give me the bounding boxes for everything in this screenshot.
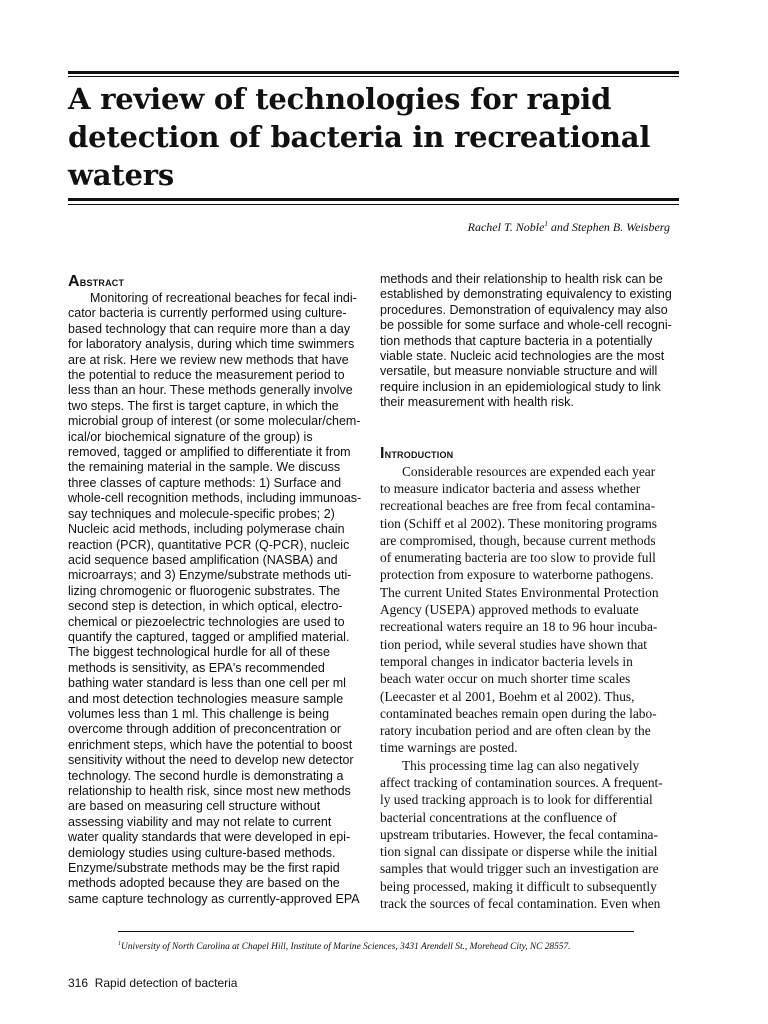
introduction-heading-rest: ntroduction (384, 445, 454, 461)
introduction-text-line: Considerable resources are expended each year (402, 463, 656, 479)
abstract-heading (68, 272, 373, 291)
abstract-text-line: microarrays; and 3) Enzyme/substrate methods uti- (68, 568, 352, 583)
page-number: 316 (68, 976, 89, 990)
introduction-text-line: to measure indicator bacteria and assess whether (380, 480, 641, 496)
abstract-text-line: three classes of capture methods: 1) Surface and (68, 475, 342, 490)
abstract-continued-text-line: be possible for some surface and whole-cell recogni- (380, 318, 672, 333)
abstract-continued-text-line: established by demonstrating equivalency to existing (380, 287, 672, 302)
abstract-text-line: Enzyme/substrate methods may be the first rapid (68, 861, 340, 876)
introduction-heading-initial: I (380, 444, 385, 462)
abstract-text-line: chemical or piezoelectric technologies are used to (68, 614, 345, 629)
abstract-continued-paragraph (380, 272, 685, 411)
abstract-text-line: are based on measuring cell structure without (68, 799, 321, 814)
introduction-heading (380, 444, 685, 463)
introduction-text-line: track the sources of fecal contamination. Even when (380, 896, 661, 912)
author-second: Stephen B. Weisberg (571, 220, 670, 234)
abstract-text-line: volumes less than 1 ml. This challenge is being (68, 706, 330, 721)
abstract-text-line: Nucleic acid methods, including polymerase chain (68, 522, 345, 537)
abstract-text-line: quantify the captured, tagged or amplified material. (68, 629, 350, 644)
introduction-text-line: time warnings are posted. (380, 740, 518, 756)
abstract-text-line: reaction (PCR), quantitative PCR (Q-PCR), nucleic (68, 537, 350, 552)
introduction-text-line: Agency (USEPA) approved methods to evaluate (380, 602, 639, 618)
introduction-text-line: samples that would trigger such an investigation are (380, 861, 659, 877)
article-title: A review of technologies for rapid detection of bacteria in recreational waters (68, 82, 651, 192)
introduction-text-line: ratory incubation period and are often clean by the (380, 723, 651, 739)
abstract-heading-rest: bstract (79, 274, 125, 289)
introduction-text-line: recreational beaches are free from fecal contamina- (380, 498, 656, 514)
abstract-text-line: and most detection technologies measure sample (68, 691, 344, 706)
introduction-text-line: contaminated beaches remain open during the labo- (380, 705, 657, 721)
abstract-text-line: same capture technology as currently-approved EPA (68, 891, 360, 906)
introduction-paragraph-1 (380, 463, 685, 757)
author-first: Rachel T. Noble (467, 220, 545, 234)
abstract-text-line: demiology studies using culture-based methods. (68, 845, 336, 860)
running-title: Rapid detection of bacteria (94, 976, 238, 990)
introduction-text-line: (Leecaster et al 2001, Boehm et al 2002). Thus, (380, 688, 635, 704)
introduction-text-line: tion (Schiff et al 2002). These monitoring programs (380, 515, 657, 531)
abstract-text-line: lizing chromogenic or fluorogenic substrates. The (68, 583, 341, 598)
abstract-text-line: technology. The second hurdle is demonstrating a (68, 768, 344, 783)
introduction-text-line: recreational waters require an 18 to 96 hour incuba- (380, 619, 658, 635)
abstract-continued-text-line: their measurement with health risk. (380, 395, 574, 410)
abstract-text-line: The biggest technological hurdle for all of these (68, 645, 330, 660)
abstract-text-line: acid sequence based amplification (NASBA) and (68, 552, 338, 567)
abstract-text-line: less than an hour. These methods generally involve (68, 383, 353, 398)
abstract-continued-text-line: versatile, but measure nonviable structure and will (380, 364, 658, 379)
title-rule-thin (68, 204, 679, 205)
introduction-text-line: The current United States Environmental Protection (380, 584, 659, 600)
author-line (468, 220, 670, 235)
abstract-text-line: for laboratory analysis, during which time swimmers (68, 337, 355, 352)
abstract-continued-text-line: tion methods that capture bacteria in a potentially (380, 333, 653, 348)
introduction-text-line: temporal changes in indicator bacteria levels in (380, 653, 633, 669)
abstract-text-line: ical/or biochemical signature of the group) is (68, 429, 313, 444)
affiliation-footnote (118, 941, 571, 952)
abstract-text-line: microbial group of interest (or some molecular/chem- (68, 414, 361, 429)
abstract-text-line: sensitivity without the need to develop new detector (68, 753, 354, 768)
abstract-text-line: bathing water standard is less than one cell per ml (68, 676, 346, 691)
introduction-text-line: protection from exposure to waterborne pathogens. (380, 567, 654, 583)
abstract-text-line: methods is sensitivity, as EPA's recommended (68, 660, 325, 675)
left-column (68, 272, 373, 907)
introduction-text-line: being processed, making it difficult to subsequently (380, 878, 657, 894)
abstract-paragraph (68, 291, 373, 907)
top-rule-thick (68, 71, 679, 74)
abstract-text-line: methods adopted because they are based on the (68, 876, 340, 891)
title-rule-thick (68, 198, 679, 201)
abstract-text-line: cator bacteria is currently performed using culture- (68, 306, 347, 321)
introduction-text-line: bacterial concentrations at the confluence of (380, 809, 617, 825)
abstract-text-line: enrichment steps, which have the potential to boost (68, 737, 353, 752)
introduction-text-line: affect tracking of contamination sources. A frequent- (380, 775, 663, 790)
abstract-text-line: whole-cell recognition methods, including immunoas- (68, 491, 362, 506)
abstract-text-line: removed, tagged or amplified to differentiate it from (68, 445, 351, 460)
abstract-heading-initial: A (68, 273, 80, 290)
introduction-text-line: tion period, while several studies have shown that (380, 636, 648, 652)
introduction-text-line: beach water occur on much shorter time scales (380, 671, 631, 687)
abstract-continued-text-line: viable state. Nucleic acid technologies are the most (380, 349, 665, 364)
introduction-text-line: are compromised, though, because current methods (380, 532, 656, 548)
abstract-text-line: the remaining material in the sample. We discuss (68, 460, 341, 475)
abstract-text-line: are at risk. Here we review new methods that have (68, 352, 349, 367)
abstract-text-line: water quality standards that were developed in epi- (68, 830, 351, 845)
introduction-text-line: upstream tributaries. However, the fecal contamina- (380, 826, 658, 842)
author-affiliation-mark: 1 (544, 220, 548, 228)
abstract-continued-text-line: procedures. Demonstration of equivalency may also (380, 302, 668, 317)
abstract-text-line: assessing viability and may not relate to current (68, 814, 332, 829)
introduction-text-line: of enumerating bacteria are too slow to provide full (380, 550, 656, 566)
abstract-text-line: second step is detection, in which optical, electro- (68, 599, 343, 614)
footnote-mark: 1 (118, 941, 121, 947)
abstract-continued-text-line: methods and their relationship to health risk can be (380, 272, 663, 286)
abstract-text-line: relationship to health risk, since most new methods (68, 784, 351, 798)
top-rule-thin (68, 76, 679, 77)
page-folio (68, 976, 237, 990)
abstract-text-line: two steps. The first is target capture, in which the (68, 398, 339, 413)
abstract-text-line: based technology that can require more than a day (68, 321, 351, 336)
footnote-rule (118, 931, 634, 932)
abstract-continued-text-line: require inclusion in an epidemiological study to link (380, 379, 661, 394)
introduction-text-line: This processing time lag can also negatively (402, 757, 640, 773)
abstract-text-line: the potential to reduce the measurement period to (68, 368, 345, 383)
abstract-text-line: Monitoring of recreational beaches for fecal indi- (90, 291, 357, 305)
abstract-text-line: overcome through addition of preconcentration or (68, 722, 342, 737)
footnote-text: University of North Carolina at Chapel Hill, Institute of Marine Sciences, 3431 Arendell St., Morehead City, NC 28557. (121, 942, 571, 953)
introduction-paragraph-2 (380, 757, 685, 913)
abstract-text-line: say techniques and molecule-specific probes; 2) (68, 506, 335, 521)
introduction-text-line: ly used tracking approach is to look for differential (380, 792, 653, 808)
introduction-text-line: tion signal can dissipate or disperse while the initial (380, 844, 658, 860)
right-column (380, 272, 685, 912)
author-connector: and (547, 220, 572, 234)
